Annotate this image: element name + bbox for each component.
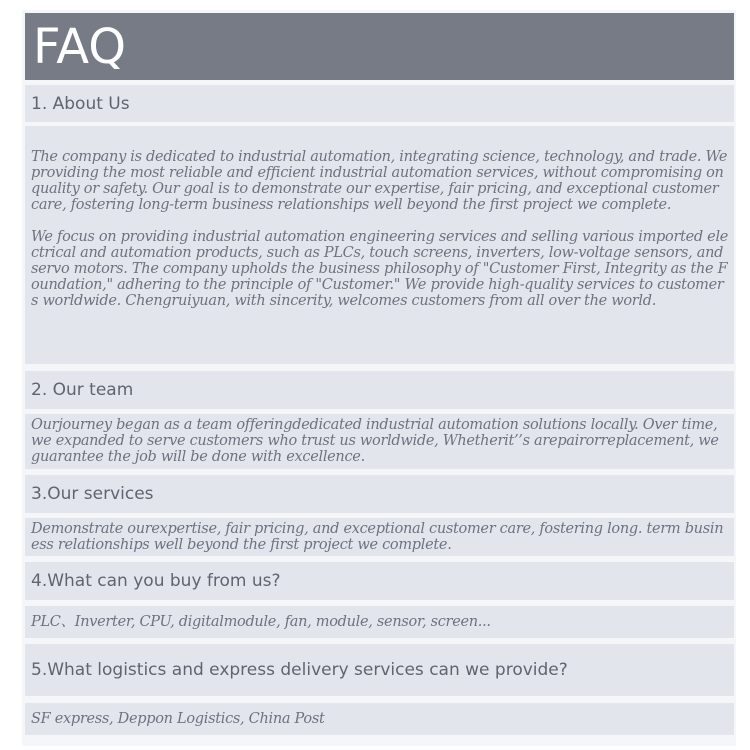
- question-label: 3.Our services: [31, 484, 154, 504]
- question-label: 2. Our team: [31, 380, 134, 400]
- answer-paragraph: Demonstrate ourexpertise, fair pricing, and exceptional customer care, fostering long. term business relationships well beyond the first project we complete.: [31, 521, 724, 553]
- faq-answer-what-to-buy: [25, 606, 734, 638]
- answer-paragraph: SF express, Deppon Logistics, China Post: [31, 711, 325, 727]
- answer-paragraph: The company is dedicated to industrial automation, integrating science, technology, and trade. We providing the most reliable and efficient industrial automation services, without compromising on quality or safety. Our goal is to demonstrate our expertise, fair pricing, and exceptional customer care, fostering long-term business relationships well beyond the first project we complete.: [31, 149, 728, 213]
- answer-paragraph: PLC、Inverter, CPU, digitalmodule, fan, module, sensor, screen...: [31, 614, 491, 630]
- page-title: FAQ: [33, 19, 126, 75]
- faq-answer-logistics: [25, 703, 734, 735]
- faq-question-what-to-buy: [25, 562, 734, 600]
- faq-answer-our-team: [25, 414, 734, 469]
- faq-header: [25, 13, 734, 80]
- faq-answer-our-services: [25, 518, 734, 556]
- faq-question-our-team: [25, 371, 734, 409]
- answer-paragraph: Ourjourney began as a team offeringdedicated industrial automation solutions locally. Over time, we expanded to serve customers who trust us worldwide, Whetherit’’s arepairorreplacement, we guarantee the job will be done with excellence.: [31, 417, 719, 465]
- faq-question-about-us: [25, 85, 734, 122]
- answer-paragraph: We focus on providing industrial automation engineering services and selling various imported electrical and automation products, such as PLCs, touch screens, inverters, low-voltage sensors, and servo motors. The company upholds the business philosophy of "Customer First, Integrity as the Foundation," adhering to the principle of "Customer." We provide high-quality services to customers worldwide. Chengruiyuan, with sincerity, welcomes customers from all over the world.: [31, 229, 729, 309]
- question-label: 1. About Us: [31, 93, 130, 114]
- faq-question-our-services: [25, 475, 734, 513]
- question-label: 4.What can you buy from us?: [31, 571, 281, 591]
- question-label: 5.What logistics and express delivery services can we provide?: [31, 660, 568, 680]
- faq-answer-about-us: [25, 126, 734, 364]
- faq-question-logistics: [25, 644, 734, 696]
